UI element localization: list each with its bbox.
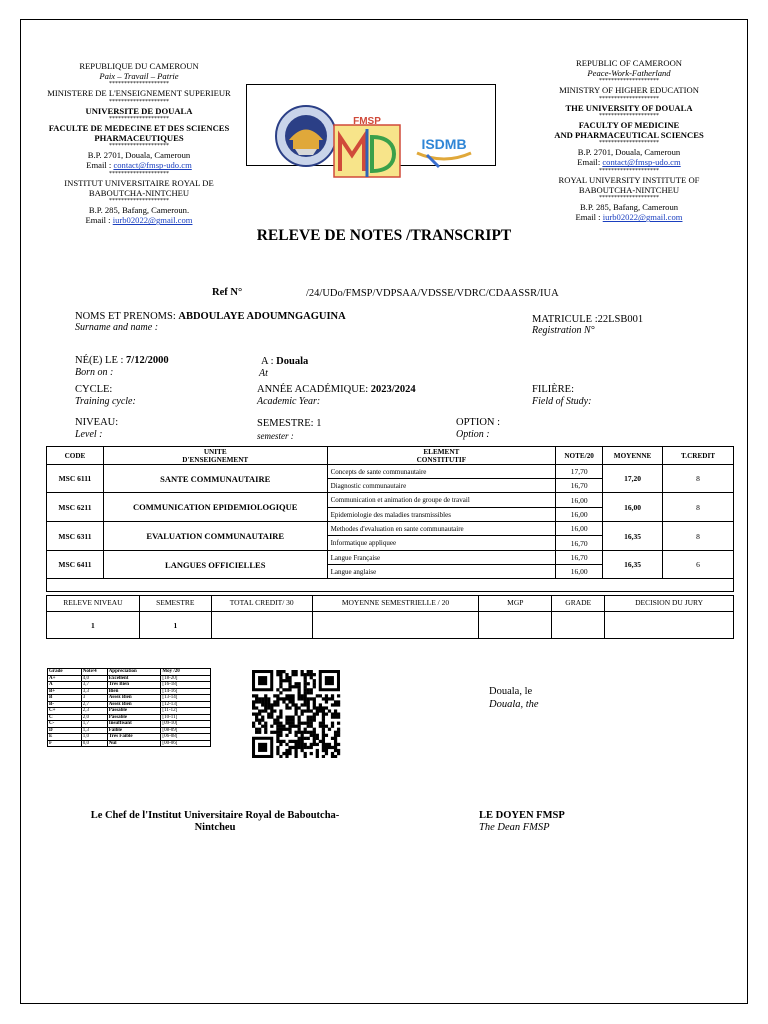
place-date xyxy=(489,685,539,711)
summary-moyenne xyxy=(312,612,479,639)
element-name: Diagnostic communautaire xyxy=(327,479,556,493)
university-seal-icon xyxy=(275,105,337,167)
scale-cell: C xyxy=(48,714,82,721)
right-header-faculty-2: AND PHARMACEUTICAL SCIENCES xyxy=(554,130,704,141)
scale-cell: 3 xyxy=(81,695,107,702)
ue-name: EVALUATION COMMUNAUTAIRE xyxy=(103,522,327,551)
left-header-faculty: FACULTE DE MEDECINE ET DES SCIENCES xyxy=(48,122,230,133)
email-label: Email : xyxy=(85,215,113,226)
left-header-motto: Paix – Travail – Patrie xyxy=(99,71,179,82)
student-name: ABDOULAYE ADOUMNGAGUINA xyxy=(178,311,346,322)
scale-cell: 1,3 xyxy=(81,727,107,734)
spacer-cell xyxy=(47,579,734,592)
header-element: ELEMENT CONSTITUTIF xyxy=(327,447,556,465)
ref-value: /24/UDo/FMSP/VDPSAA/VDSSE/VDRC/CDAASSR/IUA xyxy=(306,288,559,299)
element-note: 16,00 xyxy=(556,565,603,579)
table-row xyxy=(47,551,734,565)
scale-cell: [08-09[ xyxy=(161,727,211,734)
name-label-en: Surname and name : xyxy=(75,322,159,333)
scale-cell: Passable xyxy=(107,714,161,721)
summary-niveau: 1 xyxy=(47,612,140,639)
element-note: 16,70 xyxy=(556,536,603,551)
element-name: Langue Française xyxy=(327,551,556,565)
summary-semestre: 1 xyxy=(139,612,211,639)
isdmb-logo-icon xyxy=(413,127,475,169)
matricule-label-en: Registration N° xyxy=(532,325,595,336)
scale-cell: B+ xyxy=(48,688,82,695)
scale-cell: [12-13[ xyxy=(161,701,211,708)
scale-cell: 2,0 xyxy=(81,714,107,721)
scale-header: Moy /20 xyxy=(161,669,211,676)
scale-cell: A+ xyxy=(48,675,82,682)
email-link-2[interactable]: iurb02022@gmail.com xyxy=(602,212,683,223)
email-label: Email: xyxy=(577,157,603,168)
summary-header-mgp: MGP xyxy=(479,596,552,612)
email-label: Email : xyxy=(575,212,603,223)
scale-cell: Insuffisant xyxy=(107,721,161,728)
semestre-row xyxy=(257,418,321,430)
right-header-country: REPUBLIC OF CAMEROON xyxy=(575,58,682,68)
year-label-en: Academic Year: xyxy=(257,396,321,407)
qr-code-icon xyxy=(250,670,342,758)
right-header-address-2: B.P. 285, Bafang, Cameroun xyxy=(579,202,679,213)
scale-cell: Nul xyxy=(107,740,161,747)
scale-cell: C- xyxy=(48,721,82,728)
scale-cell: [00-06[ xyxy=(161,740,211,747)
right-header xyxy=(524,58,734,222)
signature-right xyxy=(479,810,565,834)
scale-cell: [06-08[ xyxy=(161,734,211,741)
right-header-motto: Peace-Work-Fatherland xyxy=(587,68,671,79)
option-label: OPTION : xyxy=(456,417,501,428)
scale-cell: 4,0 xyxy=(81,675,107,682)
summary-mgp xyxy=(479,612,552,639)
ue-moyenne: 16,35 xyxy=(603,522,663,551)
separator: ******************** xyxy=(599,195,659,202)
scale-cell: [10-11[ xyxy=(161,714,211,721)
scale-header: Grade xyxy=(48,669,82,676)
header-moyenne: MOYENNE xyxy=(603,447,663,465)
scale-cell: Faible xyxy=(107,727,161,734)
scale-cell: Assez Bien xyxy=(107,701,161,708)
grades-table xyxy=(46,446,734,592)
header-ue: UNITE D'ENSEIGNEMENT xyxy=(103,447,327,465)
scale-cell: F xyxy=(48,740,82,747)
scale-cell: B- xyxy=(48,701,82,708)
scale-header: Appréciation xyxy=(107,669,161,676)
scale-cell: Très Faible xyxy=(107,734,161,741)
matricule-value: 22LSB001 xyxy=(597,314,644,325)
scale-cell: C+ xyxy=(48,708,82,715)
left-header-address-2: B.P. 285, Bafang, Cameroun. xyxy=(88,205,190,216)
cycle-label: CYCLE: xyxy=(75,384,113,395)
ue-code: MSC 6111 xyxy=(47,465,104,493)
document-title: RELEVE DE NOTES /TRANSCRIPT xyxy=(256,227,512,244)
ue-credit: 8 xyxy=(663,522,734,551)
grades-header-row xyxy=(47,447,734,465)
separator: ******************** xyxy=(599,167,659,174)
left-header-institute-2: BABOUTCHA-NINTCHEU xyxy=(88,187,190,198)
ue-code: MSC 6211 xyxy=(47,493,104,522)
separator: ******************** xyxy=(599,140,659,147)
at-label-en: At xyxy=(259,368,268,379)
right-header-email-line-2 xyxy=(524,212,734,222)
scale-cell: [14-16[ xyxy=(161,688,211,695)
summary-value-row xyxy=(47,612,734,639)
scale-cell: 2,7 xyxy=(81,701,107,708)
summary-grade xyxy=(552,612,605,639)
year-label: ANNÉE ACADÉMIQUE: xyxy=(257,384,371,395)
scale-cell: Assez Bien xyxy=(107,695,161,702)
summary-credit xyxy=(211,612,312,639)
element-name: Epidemiologie des maladies transmissibles xyxy=(327,508,556,522)
scale-cell: E xyxy=(48,734,82,741)
ue-name: SANTE COMMUNAUTAIRE xyxy=(103,465,327,493)
summary-header-grade: GRADE xyxy=(552,596,605,612)
header-credit: T.CREDIT xyxy=(663,447,734,465)
element-name: Informatique appliquee xyxy=(327,536,556,551)
summary-header-credit: TOTAL CREDIT/ 30 xyxy=(211,596,312,612)
semestre-value: 1 xyxy=(316,418,322,429)
year-value: 2023/2024 xyxy=(370,384,416,395)
summary-header-semestre: SEMESTRE xyxy=(139,596,211,612)
scale-cell: Très Bien xyxy=(107,682,161,689)
scale-cell: 0,0 xyxy=(81,740,107,747)
summary-decision xyxy=(605,612,734,639)
ref-label: Ref N° xyxy=(212,287,243,298)
header-note: NOTE/20 xyxy=(556,447,603,465)
scale-cell: 1,0 xyxy=(81,734,107,741)
element-note: 16,00 xyxy=(556,493,603,508)
separator: ******************** xyxy=(599,78,659,85)
summary-header-decision: DECISION DU JURY xyxy=(605,596,734,612)
scale-cell: 2,3 xyxy=(81,708,107,715)
right-header-ministry: MINISTRY OF HIGHER EDUCATION xyxy=(559,85,699,96)
scale-cell: Bien xyxy=(107,688,161,695)
cycle-label-en: Training cycle: xyxy=(75,396,136,407)
ue-code: MSC 6311 xyxy=(47,522,104,551)
element-note: 16,70 xyxy=(556,479,603,493)
fmsp-logo-icon xyxy=(332,115,402,179)
separator: ******************** xyxy=(109,115,169,122)
born-value: 7/12/2000 xyxy=(126,355,169,366)
scale-cell: [18-20] xyxy=(161,675,211,682)
logos-box xyxy=(246,84,496,166)
at-row xyxy=(261,356,308,368)
email-link-2[interactable]: iurb02022@gmail.com xyxy=(112,215,193,226)
separator: ******************** xyxy=(109,98,169,105)
right-header-email-line xyxy=(524,157,734,167)
summary-table xyxy=(46,595,734,639)
left-header-email-line-2 xyxy=(30,215,248,225)
scale-cell: [16-18[ xyxy=(161,682,211,689)
year-row xyxy=(257,384,416,396)
email-link[interactable]: contact@fmsp-udo.cm xyxy=(113,160,192,171)
separator: ******************** xyxy=(109,81,169,88)
separator: ******************** xyxy=(109,170,169,177)
matricule-label: MATRICULE : xyxy=(532,314,598,325)
scale-cell: 1,7 xyxy=(81,721,107,728)
scale-header: Note/4 xyxy=(81,669,107,676)
signature-right-title: LE DOYEN FMSP xyxy=(479,810,565,821)
place-fr: Douala, le xyxy=(489,686,533,697)
element-note: 16,70 xyxy=(556,551,603,565)
signature-left-title-2: Nintcheu xyxy=(194,822,236,833)
scale-cell: 3,3 xyxy=(81,688,107,695)
right-header-institute-2: BABOUTCHA-NINTCHEU xyxy=(578,184,680,195)
element-name: Langue anglaise xyxy=(327,565,556,579)
table-row xyxy=(47,522,734,536)
left-header xyxy=(30,61,248,225)
element-note: 16,00 xyxy=(556,508,603,522)
left-header-address: B.P. 2701, Douala, Cameroun xyxy=(87,150,191,161)
ue-moyenne: 16,00 xyxy=(603,493,663,522)
ue-credit: 8 xyxy=(663,493,734,522)
born-label-en: Born on : xyxy=(75,367,114,378)
scale-row xyxy=(48,740,211,747)
filiere-label: FILIÈRE: xyxy=(532,384,574,395)
table-row xyxy=(47,465,734,479)
at-label: A : xyxy=(261,356,277,367)
at-value: Douala xyxy=(276,356,309,367)
separator: ******************** xyxy=(599,112,659,119)
email-link[interactable]: contact@fmsp-udo.cm xyxy=(602,157,681,168)
separator: ******************** xyxy=(599,95,659,102)
scale-cell: [13-14[ xyxy=(161,695,211,702)
born-row xyxy=(75,355,169,367)
element-note: 16,00 xyxy=(556,522,603,536)
ue-moyenne: 16,35 xyxy=(603,551,663,579)
table-spacer-row xyxy=(47,579,734,592)
email-label: Email : xyxy=(86,160,114,171)
scale-cell: B xyxy=(48,695,82,702)
summary-header-row xyxy=(47,596,734,612)
ue-code: MSC 6411 xyxy=(47,551,104,579)
grading-scale-table xyxy=(47,668,211,747)
niveau-label: NIVEAU: xyxy=(75,417,119,428)
right-header-institute: ROYAL UNIVERSITY INSTITUTE OF xyxy=(558,174,700,185)
element-name: Methodes d'evaluation en sante communautaire xyxy=(327,522,556,536)
option-label-en: Option : xyxy=(456,429,490,440)
right-header-university: THE UNIVERSITY OF DOUALA xyxy=(565,102,693,113)
scale-cell: [09-10[ xyxy=(161,721,211,728)
ue-name: COMMUNICATION EPIDEMIOLOGIQUE xyxy=(103,493,327,522)
scale-cell: [11-12[ xyxy=(161,708,211,715)
summary-header-niveau: RELEVE NIVEAU xyxy=(47,596,140,612)
element-name: Concepts de sante communautaire xyxy=(327,465,556,479)
place-en: Douala, the xyxy=(489,699,539,710)
semestre-label-en: semester : xyxy=(257,431,294,441)
header-code: CODE xyxy=(47,447,104,465)
table-row xyxy=(47,493,734,508)
semestre-label: SEMESTRE: xyxy=(257,418,317,429)
ue-moyenne: 17,20 xyxy=(603,465,663,493)
left-header-university: UNIVERSITE DE DOUALA xyxy=(85,105,193,116)
separator: ******************** xyxy=(109,198,169,205)
fmsp-logo-text: FMSP xyxy=(353,116,381,127)
right-header-faculty: FACULTY OF MEDICINE xyxy=(578,119,680,130)
scale-cell: Excellent xyxy=(107,675,161,682)
scale-cell: Passable xyxy=(107,708,161,715)
signature-right-title-en: The Dean FMSP xyxy=(479,822,550,833)
ue-credit: 6 xyxy=(663,551,734,579)
name-label: NOMS ET PRENOMS: xyxy=(75,311,179,322)
scale-cell: A xyxy=(48,682,82,689)
signature-left xyxy=(60,810,370,834)
born-label: NÉ(E) LE : xyxy=(75,355,127,366)
scale-cell: 3,7 xyxy=(81,682,107,689)
left-header-faculty-2: PHARMACEUTIQUES xyxy=(94,133,184,144)
left-header-email-line xyxy=(30,160,248,170)
summary-header-moyenne: MOYENNE SEMESTRIELLE / 20 xyxy=(312,596,479,612)
element-name: Communication et animation de groupe de travail xyxy=(327,493,556,508)
filiere-label-en: Field of Study: xyxy=(532,396,592,407)
niveau-label-en: Level : xyxy=(75,429,103,440)
separator: ******************** xyxy=(109,143,169,150)
left-header-institute: INSTITUT UNIVERSITAIRE ROYAL DE xyxy=(64,177,214,188)
isdmb-logo-text: ISDMB xyxy=(421,136,467,152)
element-note: 17,70 xyxy=(556,465,603,479)
left-header-ministry: MINISTERE DE L'ENSEIGNEMENT SUPERIEUR xyxy=(47,88,231,99)
ue-name: LANGUES OFFICIELLES xyxy=(103,551,327,579)
signature-left-title: Le Chef de l'Institut Universitaire Royal de Baboutcha- xyxy=(90,810,340,821)
scale-cell: D xyxy=(48,727,82,734)
right-header-address: B.P. 2701, Douala, Cameroun xyxy=(577,147,681,158)
left-header-country: REPUBLIQUE DU CAMEROUN xyxy=(79,61,199,71)
ue-credit: 8 xyxy=(663,465,734,493)
